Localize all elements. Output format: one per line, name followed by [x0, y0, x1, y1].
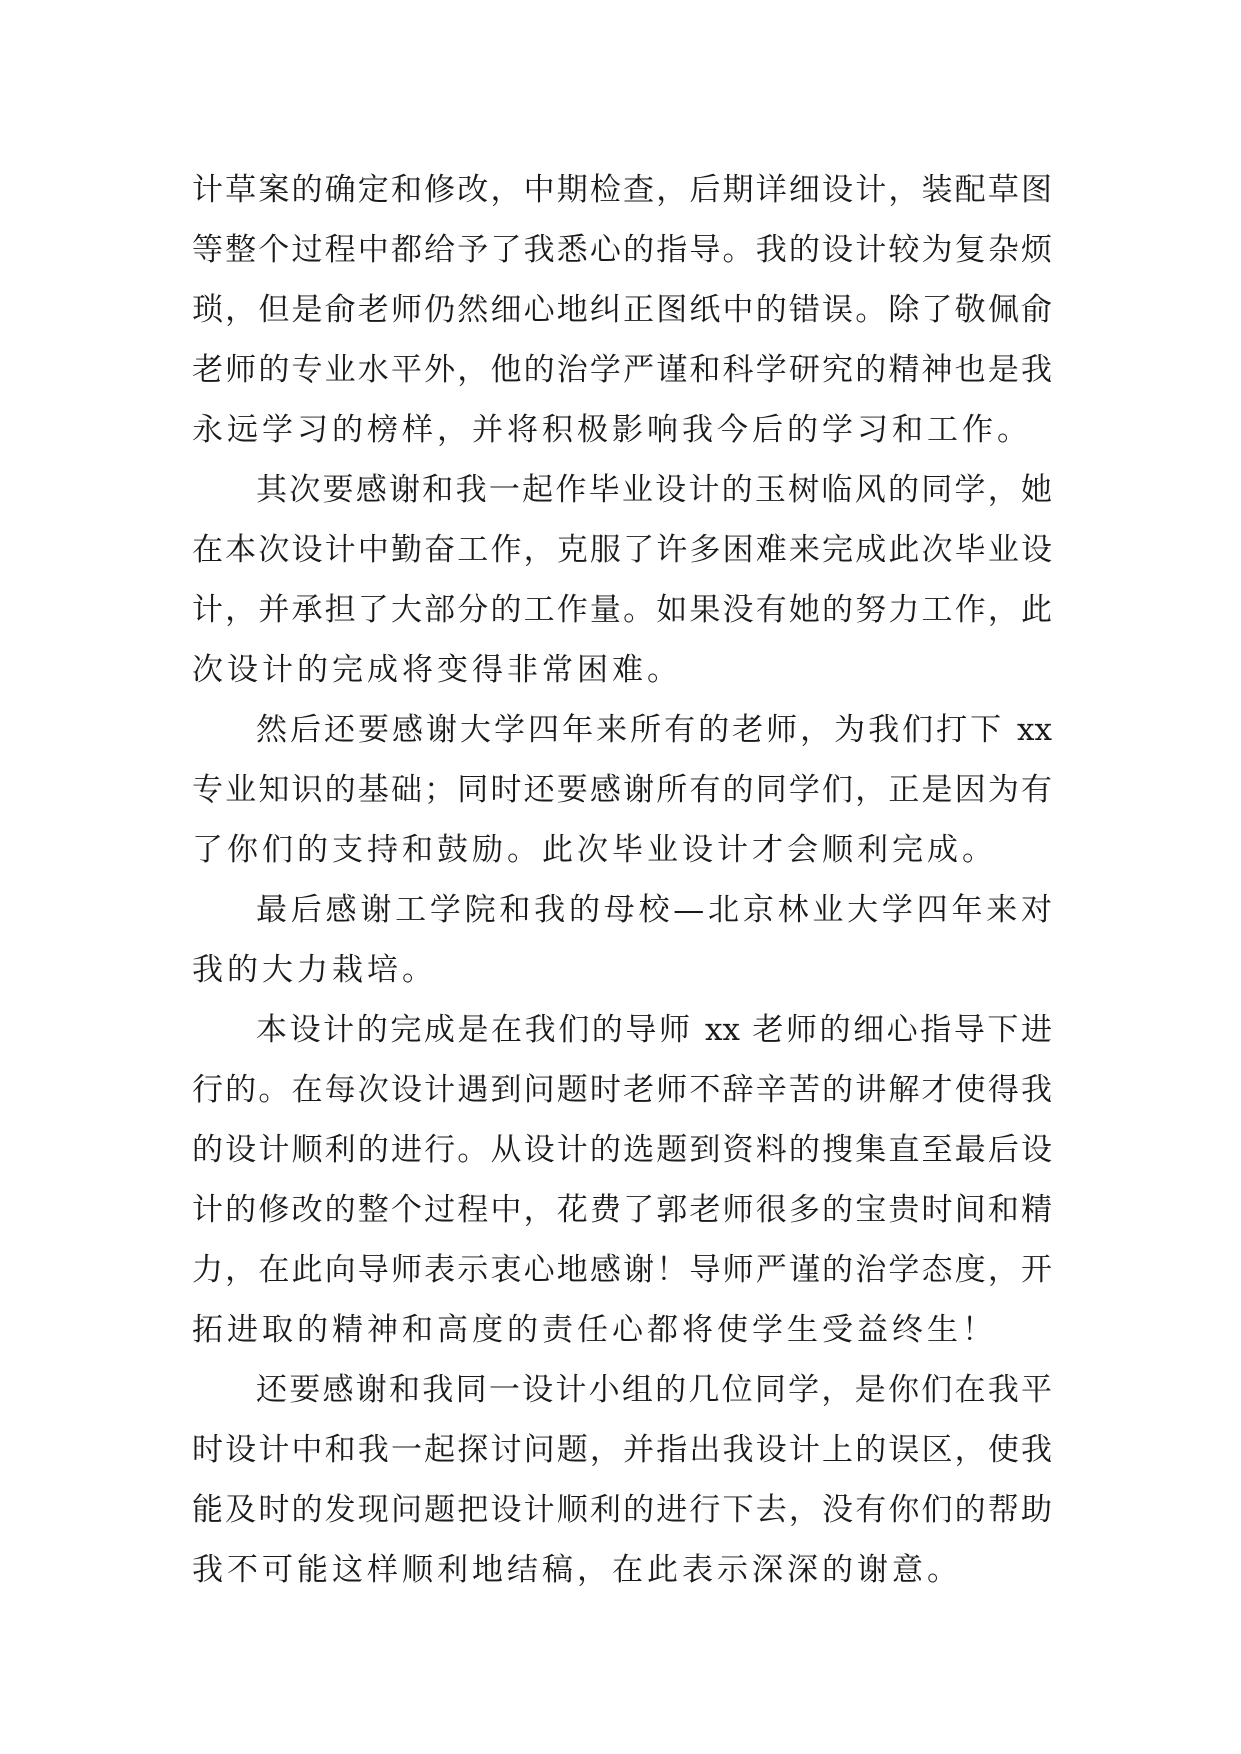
paragraph-line: 力，在此向导师表示衷心地感谢！导师严谨的治学态度，开 [192, 1252, 1052, 1288]
paragraph-line: 老师的专业水平外，他的治学严谨和科学研究的精神也是我 [192, 352, 1052, 388]
paragraph-line: 的设计顺利的进行。从设计的选题到资料的搜集直至最后设 [192, 1132, 1052, 1168]
paragraph-line: 时设计中和我一起探讨问题，并指出我设计上的误区，使我 [192, 1432, 1052, 1468]
paragraph-line: 了你们的支持和鼓励。此次毕业设计才会顺利完成。 [192, 832, 997, 868]
paragraph-line: 然后还要感谢大学四年来所有的老师，为我们打下 xx [256, 712, 1052, 748]
paragraph-3 [192, 700, 1052, 880]
paragraph-line: 计的修改的整个过程中，花费了郭老师很多的宝贵时间和精 [192, 1192, 1052, 1228]
paragraph-line: 我不可能这样顺利地结稿，在此表示深深的谢意。 [192, 1552, 962, 1588]
paragraph-line: 专业知识的基础；同时还要感谢所有的同学们，正是因为有 [192, 772, 1052, 808]
paragraph-line: 本设计的完成是在我们的导师 xx 老师的细心指导下进 [256, 1012, 1052, 1048]
paragraph-line: 拓进取的精神和高度的责任心都将使学生受益终生！ [192, 1312, 997, 1348]
document-body [192, 160, 1052, 1600]
paragraph-line: 计草案的确定和修改，中期检查，后期详细设计，装配草图 [192, 172, 1052, 208]
paragraph-4 [192, 880, 1052, 1000]
paragraph-line: 能及时的发现问题把设计顺利的进行下去，没有你们的帮助 [192, 1492, 1052, 1528]
paragraph-line: 等整个过程中都给予了我悉心的指导。我的设计较为复杂烦 [192, 232, 1052, 268]
paragraph-2 [192, 460, 1052, 700]
paragraph-line: 琐，但是俞老师仍然细心地纠正图纸中的错误。除了敬佩俞 [192, 292, 1052, 328]
paragraph-line: 永远学习的榜样，并将积极影响我今后的学习和工作。 [192, 412, 1032, 448]
paragraph-1 [192, 160, 1052, 460]
paragraph-line: 计，并承担了大部分的工作量。如果没有她的努力工作，此 [192, 592, 1052, 628]
paragraph-5 [192, 1000, 1052, 1360]
paragraph-line: 其次要感谢和我一起作毕业设计的玉树临风的同学，她 [256, 472, 1052, 508]
paragraph-line: 行的。在每次设计遇到问题时老师不辞辛苦的讲解才使得我 [192, 1072, 1052, 1108]
paragraph-line: 在本次设计中勤奋工作，克服了许多困难来完成此次毕业设 [192, 532, 1052, 568]
paragraph-line: 最后感谢工学院和我的母校—北京林业大学四年来对 [256, 892, 1052, 928]
paragraph-line: 次设计的完成将变得非常困难。 [192, 652, 682, 688]
paragraph-6 [192, 1360, 1052, 1600]
paragraph-line: 我的大力栽培。 [192, 952, 437, 988]
paragraph-line: 还要感谢和我同一设计小组的几位同学，是你们在我平 [256, 1372, 1052, 1408]
